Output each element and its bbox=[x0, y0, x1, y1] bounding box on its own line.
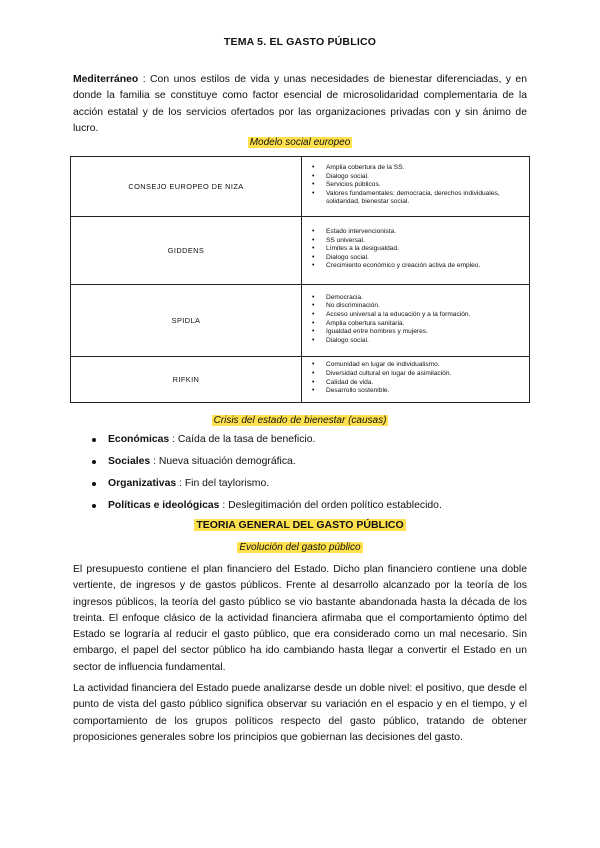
list-item: • Servicios públicos. bbox=[326, 181, 521, 190]
list-item: • Igualdad entre hombres y mujeres. bbox=[326, 328, 521, 337]
model-items bbox=[310, 361, 521, 395]
table-row bbox=[71, 217, 530, 285]
model-table bbox=[70, 156, 530, 403]
model-name: CONSEJO EUROPEO DE NIZA bbox=[71, 157, 302, 217]
list-item: • Comunidad en lugar de individualismo. bbox=[326, 361, 521, 370]
model-items bbox=[310, 294, 521, 346]
cause-term: Sociales bbox=[108, 456, 151, 467]
list-item: • Límites a la desigualdad. bbox=[326, 245, 521, 254]
model-items bbox=[310, 228, 521, 271]
table-row bbox=[71, 157, 530, 217]
list-item: • Diversidad cultural en lugar de asimilación. bbox=[326, 370, 521, 379]
cause-text: : Nueva situación demográfica. bbox=[153, 456, 296, 467]
model-items bbox=[310, 164, 521, 207]
table-row bbox=[71, 357, 530, 403]
section-title-wrap bbox=[0, 519, 600, 531]
list-item: • Valores fundamentales: democracia, derechos individuales, solidaridad, bienestar social. bbox=[326, 190, 521, 207]
list-item: • No discriminación. bbox=[326, 302, 521, 311]
model-name: SPIDLA bbox=[71, 285, 302, 357]
section-title: TEORIA GENERAL DEL GASTO PÚBLICO bbox=[196, 519, 404, 531]
list-item: • Democracia. bbox=[326, 294, 521, 303]
model-name: GIDDENS bbox=[71, 217, 302, 285]
list-item: • Acceso universal a la educación y a la formación. bbox=[326, 311, 521, 320]
cause-term: Organizativas bbox=[108, 478, 177, 489]
cause-term: Políticas e ideológicas bbox=[108, 500, 220, 511]
list-item: • SS universal. bbox=[326, 237, 521, 246]
list-item bbox=[92, 476, 442, 498]
model-items-cell bbox=[302, 217, 530, 285]
list-item: • Calidad de vida. bbox=[326, 379, 521, 388]
list-item: • Desarrollo sostenible. bbox=[326, 387, 521, 396]
model-name: RIFKIN bbox=[71, 357, 302, 403]
list-item bbox=[92, 498, 442, 520]
list-item: • Amplia cobertura sanitaria. bbox=[326, 320, 521, 329]
model-items-cell bbox=[302, 357, 530, 403]
cause-term: Económicas bbox=[108, 434, 170, 445]
body-paragraph: La actividad financiera del Estado puede analizarse desde un doble nivel: el positivo, que desde el punto de vista del gasto público significa observar su variación en el espacio y en el tiempo, y el comportamiento de los grupos políticos respecto del gasto público, tratando de obtener proposiciones generales sobre los principios que gobiernan las decisiones del gasto. bbox=[73, 683, 527, 743]
model-items-cell bbox=[302, 285, 530, 357]
list-item: • Crecimiento económico y creación activa de empleo. bbox=[326, 262, 521, 271]
model-caption: Modelo social europeo bbox=[249, 137, 351, 148]
intro-text: : Con unos estilos de vida y unas necesidades de bienestar diferenciadas, y en donde la familia se constituye como factor esencial de microsolidaridad complementaria de la acción estatal y de los servicios ofertados por las organizaciones privadas con y sin ánimo de lucro. bbox=[73, 74, 527, 134]
intro-term: Mediterráneo bbox=[73, 74, 139, 85]
causes-list bbox=[92, 432, 442, 520]
crisis-caption: Crisis del estado de bienestar (causas) bbox=[213, 415, 387, 426]
model-items-cell bbox=[302, 157, 530, 217]
cause-text: : Fin del taylorismo. bbox=[179, 478, 270, 489]
intro-paragraph bbox=[73, 72, 527, 137]
body-paragraph: El presupuesto contiene el plan financiero del Estado. Dicho plan financiero contiene una doble vertiente, de ingresos y de gastos públicos. Frente al desarrollo alcanzado por la teoría de los ingresos públicos, la teoría del gasto público se vio bastante abandonada hasta la década de los treinta. El enfoque clásico de la actividad financiera afirmaba que el comportamiento óptimo del Estado se lograría al reducir el gasto público, que era considerado como un mal necesario. Sin embargo, el papel del sector público ha ido cambiando hasta llegar a convertir el Estado en un sector de influencia fundamental. bbox=[73, 564, 527, 673]
evolution-caption: Evolución del gasto público bbox=[239, 542, 361, 553]
list-item: • Amplia cobertura de la SS. bbox=[326, 164, 521, 173]
crisis-caption-wrap bbox=[0, 415, 600, 426]
evolution-caption-wrap bbox=[0, 542, 600, 553]
list-item: • Dialogo social. bbox=[326, 254, 521, 263]
list-item: • Dialogo social. bbox=[326, 173, 521, 182]
list-item bbox=[92, 454, 442, 476]
page-title: TEMA 5. EL GASTO PÚBLICO bbox=[223, 36, 377, 48]
list-item bbox=[92, 432, 442, 454]
list-item: • Estado intervencionista. bbox=[326, 228, 521, 237]
cause-text: : Caída de la tasa de beneficio. bbox=[172, 434, 316, 445]
list-item: • Dialogo social. bbox=[326, 337, 521, 346]
table-row bbox=[71, 285, 530, 357]
cause-text: : Deslegitimación del orden político establecido. bbox=[222, 500, 442, 511]
model-caption-wrap bbox=[0, 137, 600, 148]
